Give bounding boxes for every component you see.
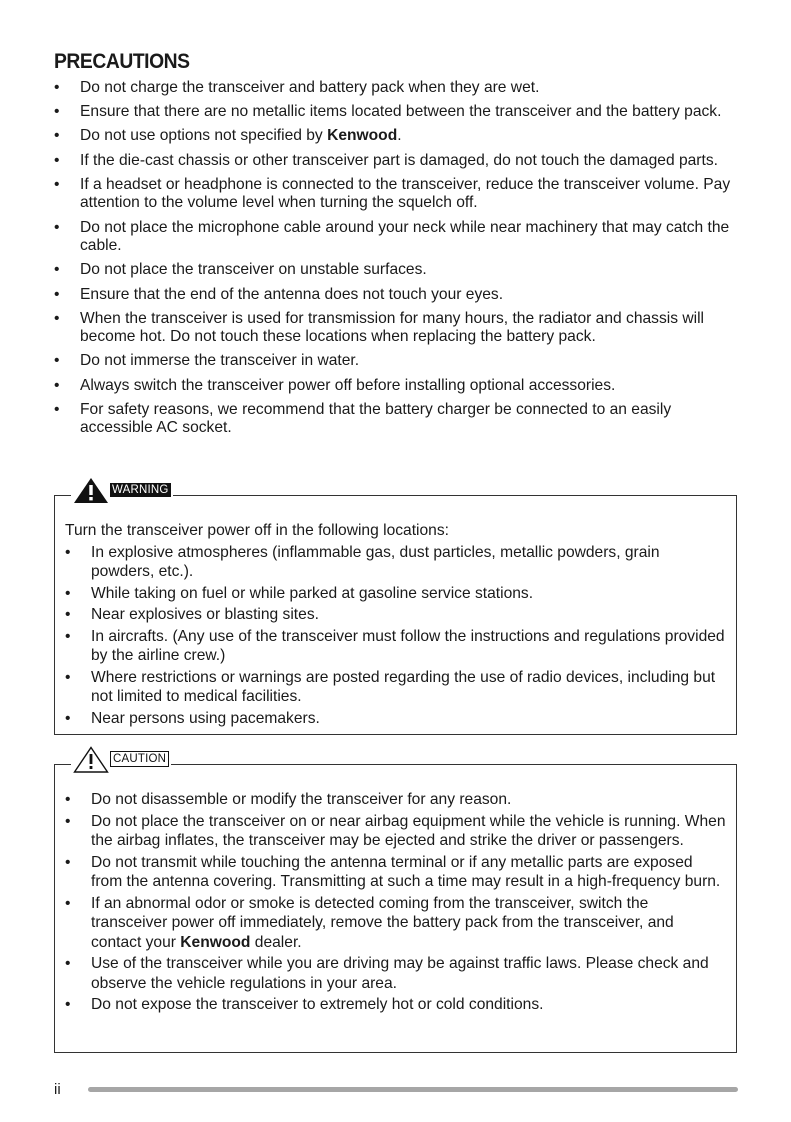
warning-triangle-icon — [73, 477, 109, 504]
list-item — [54, 261, 744, 280]
warning-header — [71, 476, 173, 504]
bullet: • — [54, 261, 60, 279]
item-text: Do not immerse the transceiver in water. — [80, 352, 360, 370]
list-item — [54, 127, 744, 146]
item-text: In aircrafts. (Any use of the transceiver must follow the instructions and regulations provided by the airline crew.) — [91, 627, 725, 664]
item-text: If the die-cast chassis or other transceiver part is damaged, do not touch the damaged parts. — [80, 151, 718, 169]
item-text: . — [397, 127, 402, 145]
warning-intro: Turn the transceiver power off in the following locations: — [65, 522, 449, 539]
item-text: If a headset or headphone is connected to the transceiver, reduce the transceiver volume. Pay attention to the volume level when turning the squelch off. — [80, 175, 731, 212]
list-item — [65, 668, 726, 707]
caution-box — [54, 753, 737, 1053]
precautions-list — [54, 79, 744, 444]
caution-header — [71, 745, 171, 773]
item-text: Use of the transceiver while you are driving may be against traffic laws. Please check and observe the vehicle regulations in your area. — [91, 955, 709, 992]
list-item — [65, 954, 726, 993]
item-text: Do not transmit while touching the antenna terminal or if any metallic parts are exposed from the antenna covering. Transmitting at such a time may result in a high-frequency burn. — [91, 853, 721, 890]
list-item — [54, 79, 744, 98]
item-text: Where restrictions or warnings are posted regarding the use of radio devices, including but not limited to medical facilities. — [91, 668, 716, 705]
list-item — [65, 812, 726, 851]
bullet: • — [54, 151, 60, 169]
item-text: Ensure that there are no metallic items located between the transceiver and the battery pack. — [80, 103, 722, 121]
list-item — [54, 352, 744, 371]
bullet: • — [54, 218, 60, 236]
list-item — [54, 103, 744, 122]
caution-list — [65, 790, 726, 1015]
bullet: • — [54, 103, 60, 121]
item-text: Do not charge the transceiver and battery pack when they are wet. — [80, 79, 540, 96]
caution-triangle-icon — [73, 746, 109, 773]
caution-label: CAUTION — [110, 751, 169, 767]
bullet: • — [65, 894, 71, 912]
bullet: • — [54, 79, 60, 96]
list-item — [54, 219, 744, 256]
bullet: • — [54, 309, 60, 327]
bullet: • — [54, 376, 60, 394]
item-text: Do not disassemble or modify the transceiver for any reason. — [91, 791, 512, 808]
list-item — [54, 152, 744, 171]
item-text: Do not place the transceiver on or near airbag equipment while the vehicle is running. When the airbag inflates, the transceiver may be ejected and strike the driver or passengers. — [91, 812, 726, 849]
bullet: • — [54, 400, 60, 418]
item-text: Near persons using pacemakers. — [91, 709, 320, 727]
item-text: Do not use options not specified by — [80, 127, 328, 145]
item-text: Always switch the transceiver power off before installing optional accessories. — [80, 376, 616, 394]
footer-rule — [88, 1087, 738, 1092]
bullet: • — [65, 853, 71, 871]
list-item — [54, 176, 744, 213]
warning-label: WARNING — [112, 484, 169, 496]
bullet: • — [65, 812, 71, 830]
bullet: • — [65, 955, 71, 972]
list-item — [65, 584, 726, 604]
list-item — [65, 853, 726, 892]
list-item — [54, 310, 744, 347]
page-title: PRECAUTIONS — [54, 50, 190, 73]
bullet: • — [65, 668, 71, 686]
item-text: While taking on fuel or while parked at gasoline service stations. — [91, 584, 534, 602]
item-text: Do not place the transceiver on unstable surfaces. — [80, 261, 427, 279]
list-item — [65, 627, 726, 666]
list-item — [65, 995, 726, 1015]
item-text: dealer. — [250, 933, 302, 951]
bullet: • — [65, 584, 71, 602]
bullet: • — [54, 127, 60, 145]
list-item — [54, 286, 744, 305]
brand-name: Kenwood — [180, 933, 251, 951]
list-item — [65, 709, 726, 729]
item-text: When the transceiver is used for transmission for many hours, the radiator and chassis will become hot. Do not touch these locations when replacing the battery pack. — [80, 309, 705, 346]
list-item — [54, 377, 744, 396]
page-number: ii — [54, 1081, 61, 1098]
list-item — [65, 894, 726, 953]
item-text: For safety reasons, we recommend that the battery charger be connected to an easily accessible AC socket. — [80, 400, 672, 437]
item-text: Near explosives or blasting sites. — [91, 606, 319, 623]
item-text: Do not expose the transceiver to extremely hot or cold conditions. — [91, 996, 544, 1013]
warning-box — [54, 484, 737, 735]
bullet: • — [65, 627, 71, 645]
bullet: • — [65, 709, 71, 727]
bullet: • — [65, 606, 71, 623]
item-text: Do not place the microphone cable around your neck while near machinery that may catch the cable. — [80, 218, 730, 255]
brand-name: Kenwood — [327, 127, 398, 145]
bullet: • — [65, 996, 71, 1013]
list-item — [65, 543, 726, 582]
bullet: • — [54, 285, 60, 303]
list-item — [54, 401, 744, 438]
warning-list — [65, 543, 726, 729]
item-text: In explosive atmospheres (inflammable gas, dust particles, metallic powders, grain powders, etc.). — [91, 543, 660, 580]
item-text: If an abnormal odor or smoke is detected coming from the transceiver, switch the transceiver power off immediately, remove the battery pack from the transceiver, and contact your — [91, 894, 674, 951]
bullet: • — [54, 175, 60, 193]
list-item — [65, 790, 726, 810]
bullet: • — [54, 352, 60, 370]
list-item — [65, 605, 726, 625]
bullet: • — [65, 791, 71, 808]
item-text: Ensure that the end of the antenna does not touch your eyes. — [80, 285, 504, 303]
bullet: • — [65, 543, 71, 561]
